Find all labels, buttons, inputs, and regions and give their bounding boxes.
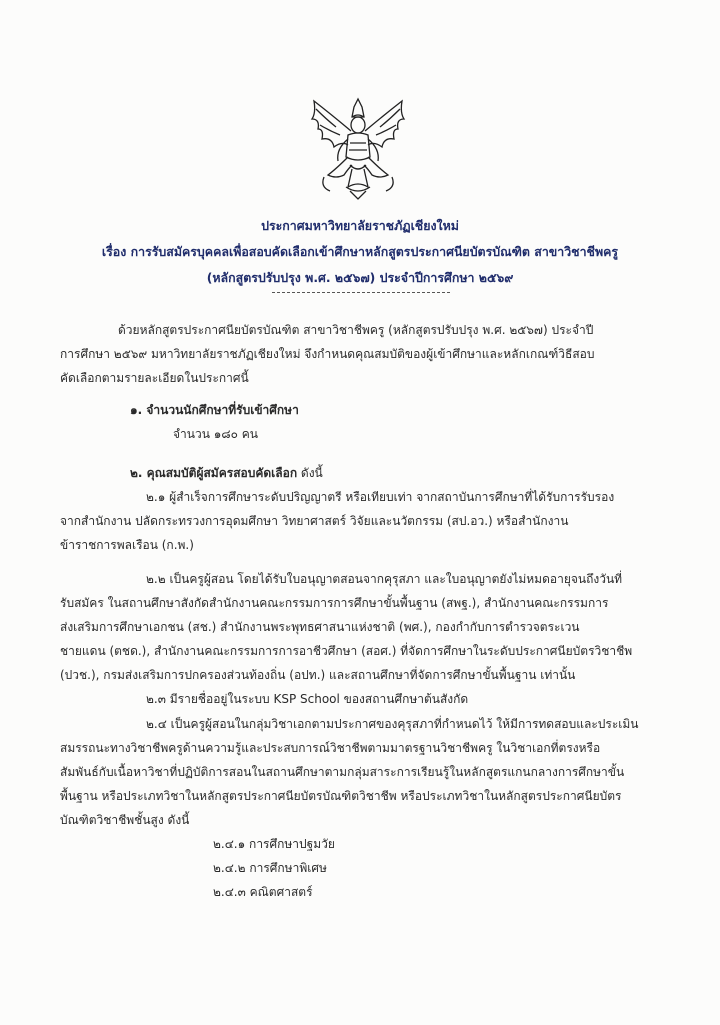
section-1-heading: ๑. จำนวนนักศึกษาที่รับเข้าศึกษา xyxy=(130,403,299,417)
item-2-2-line: ส่งเสริมการศึกษาเอกชน (สช.) สำนักงานพระพุทธศาสนาแห่งชาติ (พศ.), กองกำกับการตำรวจตระเวน xyxy=(60,620,580,634)
item-2-4-line: พื้นฐาน หรือประเภทวิชาในหลักสูตรประกาศนียบัตรบัณฑิตวิชาชีพ หรือประเภทวิชาในหลักสูตรประกาศนียบัตร xyxy=(60,789,622,803)
item-2-4-line: สัมพันธ์กับเนื้อหาวิชาที่ปฏิบัติการสอนในสถานศึกษาตามกลุ่มสาระการเรียนรู้ในหลักสูตรแกนกลางการศึกษาขั้น xyxy=(60,765,625,779)
intro-line: คัดเลือกตามรายละเอียดในประกาศนี้ xyxy=(60,371,249,385)
header-subject: เรื่อง การรับสมัครบุคคลเพื่อสอบคัดเลือกเข้าศึกษาหลักสูตรประกาศนียบัตรบัณฑิต สาขาวิชาชีพครู xyxy=(101,244,619,259)
item-2-4-line: บัณฑิตวิชาชีพชั้นสูง ดังนี้ xyxy=(60,813,190,827)
section-2-heading xyxy=(130,462,323,484)
item-2-2-line: ชายแดน (ตชด.), สำนักงานคณะกรรมการการอาชีวศึกษา (สอศ.) ที่จัดการศึกษาในระดับประกาศนียบัตรวิชาชีพ xyxy=(60,644,633,658)
header-issuer: ประกาศมหาวิทยาลัยราชภัฏเชียงใหม่ xyxy=(261,218,459,233)
sub-item: ๒.๔.๑ การศึกษาปฐมวัย xyxy=(213,837,335,851)
section-2-heading-suffix: ดังนี้ xyxy=(297,466,323,480)
header-curriculum: (หลักสูตรปรับปรุง พ.ศ. ๒๕๖๗) ประจำปีการศึกษา ๒๕๖๙ xyxy=(206,270,514,285)
header-divider xyxy=(272,292,450,293)
intro-line: ด้วยหลักสูตรประกาศนียบัตรบัณฑิต สาขาวิชาชีพครู (หลักสูตรปรับปรุง พ.ศ. ๒๕๖๗) ประจำปี xyxy=(118,323,594,337)
item-2-1-line: จากสำนักงาน ปลัดกระทรวงการอุดมศึกษา วิทยาศาสตร์ วิจัยและนวัตกรรม (สป.อว.) หรือสำนักงาน xyxy=(60,514,569,528)
sub-item: ๒.๔.๓ คณิตศาสตร์ xyxy=(213,885,313,899)
section-1-body: จำนวน ๑๘๐ คน xyxy=(173,427,258,441)
intro-line: การศึกษา ๒๕๖๙ มหาวิทยาลัยราชภัฏเชียงใหม่ จึงกำหนดคุณสมบัติของผู้เข้าศึกษาและหลักเกณฑ์วิธีสอบ xyxy=(60,347,595,361)
item-2-2-line: ๒.๒ เป็นครูผู้สอน โดยได้รับใบอนุญาตสอนจากคุรุสภา และใบอนุญาตยังไม่หมดอายุจนถึงวันที่ xyxy=(146,572,623,586)
item-2-1-line: ข้าราชการพลเรือน (ก.พ.) xyxy=(60,538,194,552)
section-2-heading-text: ๒. คุณสมบัติผู้สมัครสอบคัดเลือก xyxy=(130,466,298,480)
garuda-emblem xyxy=(302,95,414,203)
sub-item: ๒.๔.๒ การศึกษาพิเศษ xyxy=(213,861,327,875)
item-2-4-line: ๒.๔ เป็นครูผู้สอนในกลุ่มวิชาเอกตามประกาศของคุรุสภาที่กำหนดไว้ ให้มีการทดสอบและประเมิน xyxy=(146,717,639,731)
item-2-2-line: รับสมัคร ในสถานศึกษาสังกัดสำนักงานคณะกรรมการการศึกษาขั้นพื้นฐาน (สพฐ.), สำนักงานคณะกรรมการ xyxy=(60,596,609,610)
item-2-2-line: (ปวช.), กรมส่งเสริมการปกครองส่วนท้องถิ่น (อปท.) และสถานศึกษาที่จัดการศึกษาขั้นพื้นฐาน เท่านั้น xyxy=(60,668,576,682)
item-2-3: ๒.๓ มีรายชื่ออยู่ในระบบ KSP School ของสถานศึกษาต้นสังกัด xyxy=(146,692,469,706)
item-2-4-line: สมรรถนะทางวิชาชีพครูด้านความรู้และประสบการณ์วิชาชีพตามมาตรฐานวิชาชีพครู ในวิชาเอกที่ตรงหรือ xyxy=(60,741,601,755)
item-2-1-line: ๒.๑ ผู้สำเร็จการศึกษาระดับปริญญาตรี หรือเทียบเท่า จากสถาบันการศึกษาที่ได้รับการรับรอง xyxy=(146,490,615,504)
announcement-header xyxy=(60,213,660,291)
